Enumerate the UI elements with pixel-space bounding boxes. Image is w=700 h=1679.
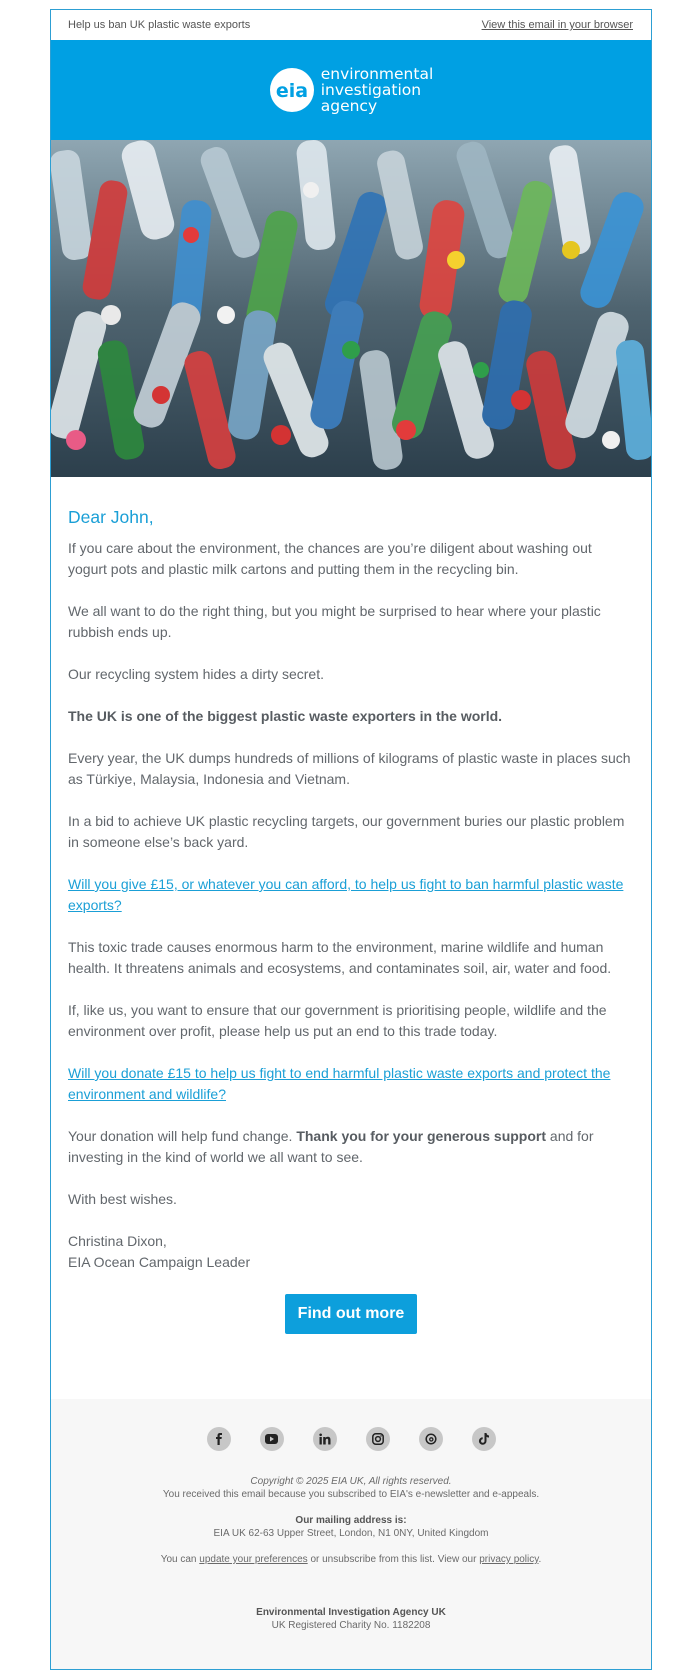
paragraph-1: If you care about the environment, the chances are you’re diligent about washing out yogurt pots and plastic milk cartons and putting them in the recycling bin. <box>68 540 592 577</box>
org-name: Environmental Investigation Agency UK <box>256 1607 446 1618</box>
paragraph-7: This toxic trade causes enormous harm to the environment, marine wildlife and human health. It threatens animals and ecosystems, and contaminates soil, air, water and food. <box>68 939 612 976</box>
paragraph-3: Our recycling system hides a dirty secret. <box>68 666 324 682</box>
logo-line-1: environmental <box>320 65 434 83</box>
signature <box>68 1231 634 1273</box>
preferences-text-end: . <box>538 1554 542 1565</box>
signature-title: EIA Ocean Campaign Leader <box>68 1254 251 1270</box>
paragraph-9-end: and for investing in the kind of world we all want to see. <box>68 1128 594 1165</box>
closing: With best wishes. <box>68 1191 177 1207</box>
paragraph-4 <box>68 706 634 727</box>
preheader-subject: Help us ban UK plastic waste exports <box>68 19 251 31</box>
logo-mark-text: eia <box>275 80 308 102</box>
paragraph-9-bold: Thank you for your generous support <box>296 1128 547 1144</box>
preheader <box>51 10 651 40</box>
paragraph-8: If, like us, you want to ensure that our government is prioritising people, wildlife and the environment over profit, please help us put an end to this trade today. <box>68 1002 607 1039</box>
privacy-policy-link[interactable]: privacy policy <box>479 1554 539 1565</box>
paragraph-5: Every year, the UK dumps hundreds of millions of kilograms of plastic waste in places such as Türkiye, Malaysia, Indonesia and Vietnam. <box>68 750 631 787</box>
preferences-text-start: You can <box>160 1554 200 1565</box>
view-in-browser-link[interactable]: View this email in your browser <box>481 19 633 31</box>
facebook-icon[interactable] <box>207 1427 231 1451</box>
youtube-icon[interactable] <box>260 1427 284 1451</box>
charity-number: UK Registered Charity No. 1182208 <box>271 1620 431 1631</box>
subscription-reason: You received this email because you subscribed to EIA's e-newsletter and e-appeals. <box>162 1489 540 1500</box>
eia-logo[interactable] <box>269 66 434 114</box>
update-preferences-link[interactable]: update your preferences <box>199 1554 308 1565</box>
plastic-bottles-image <box>51 140 651 477</box>
header-banner <box>51 40 651 140</box>
tiktok-icon[interactable] <box>472 1427 496 1451</box>
footer <box>51 1399 651 1669</box>
paragraph-9 <box>68 1126 634 1168</box>
paragraph-9-start: Your donation will help fund change. <box>68 1128 297 1144</box>
social-links <box>51 1427 651 1451</box>
paragraph-2: We all want to do the right thing, but you might be surprised to hear where your plastic rubbish ends up. <box>68 603 601 640</box>
mailing-label: Our mailing address is: <box>295 1515 407 1526</box>
org-name-line <box>51 1606 651 1619</box>
find-out-more-button[interactable]: Find out more <box>285 1294 418 1334</box>
signature-name: Christina Dixon, <box>68 1233 167 1249</box>
preferences-text-mid: or unsubscribe from this list. View our <box>307 1554 480 1565</box>
copyright-line <box>51 1475 651 1488</box>
preferences-line <box>51 1553 651 1566</box>
linkedin-icon[interactable] <box>313 1427 337 1451</box>
email-body <box>51 477 651 1376</box>
donate-link-2[interactable]: Will you donate £15 to help us fight to end harmful plastic waste exports and protect the environment and wildlife? <box>68 1065 611 1102</box>
instagram-icon[interactable] <box>366 1427 390 1451</box>
cta-wrapper <box>68 1294 634 1376</box>
threads-icon[interactable] <box>419 1427 443 1451</box>
email-container <box>50 9 652 1670</box>
mailing-address: EIA UK 62-63 Upper Street, London, N1 0NY, United Kingdom <box>213 1528 489 1539</box>
mailing-label-line <box>51 1514 651 1527</box>
donate-link-1[interactable]: Will you give £15, or whatever you can afford, to help us fight to ban harmful plastic waste exports? <box>68 876 624 913</box>
logo-wordmark <box>321 66 434 114</box>
bold-statement: The UK is one of the biggest plastic waste exporters in the world. <box>68 708 503 724</box>
logo-line-2: investigation <box>320 81 422 99</box>
logo-line-3: agency <box>320 97 378 115</box>
donate-link-2-wrapper <box>68 1063 634 1105</box>
paragraph-6: In a bid to achieve UK plastic recycling targets, our government buries our plastic problem in someone else’s back yard. <box>68 813 625 850</box>
donate-link-1-wrapper <box>68 874 634 916</box>
copyright: Copyright © 2025 EIA UK, All rights reserved. <box>250 1476 452 1487</box>
greeting: Dear John, <box>68 507 154 527</box>
eia-logo-mark-icon <box>269 67 315 113</box>
